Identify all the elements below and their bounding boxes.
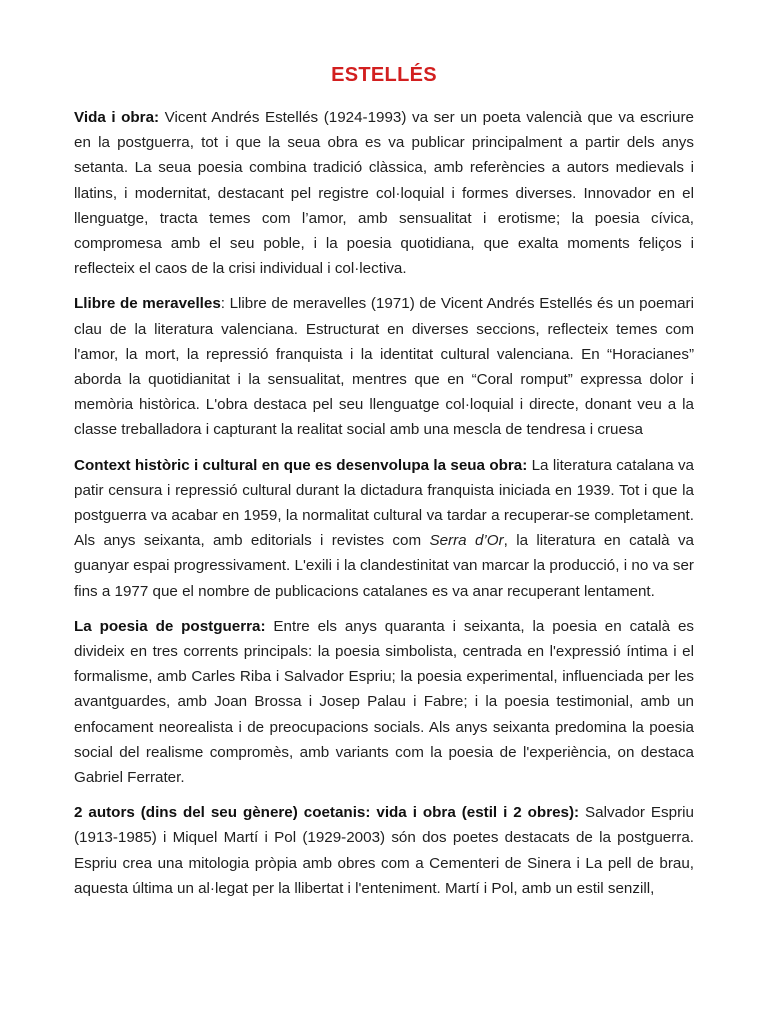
section-poesia-postguerra [74,614,694,790]
section-text: La literatura catalana va patir censura i repressió cultural durant la dictadura franquista iniciada en 1939. Tot i que la postguerra va acabar en 1959, la normalitat cultural va tardar a recuperar-se completament. Als anys seixanta, amb editorials i revistes com [74,456,694,550]
section-heading: 2 autors (dins del seu gènere) coetanis: vida i obra (estil i 2 obres): [74,804,580,822]
section-text: Vicent Andrés Estellés (1924-1993) va ser un poeta valencià que va escriure en la postguerra, tot i que la seua obra es va publicar principalment a partir dels anys setanta. La seua poesia combina tradició clàssica, amb referències a autors medievals i llatins, i modernitat, destacant pel registre col·loquial i formes diverses. Innovador en el llenguatge, tracta temes com l’amor, amb sensualitat i erotisme; la poesia cívica, compromesa amb el seu poble, i la poesia quotidiana, que exalta moments feliços i reflecteix el caos de la crisi individual i col·lectiva. [74,109,694,278]
section-text: Entre els anys quaranta i seixanta, la poesia en català es divideix en tres corrents principals: la poesia simbolista, centrada en l'expressió íntima i el formalisme, amb Carles Riba i Salvador Espriu; la poesia experimental, influenciada per les avantguardes, amb Joan Brossa i Josep Palau i Fabre; i la poesia testimonial, amb un enfocament neorealista i de preocupacions socials. Als anys seixanta predomina la poesia social del realisme compromès, amb variants com la poesia de l'experiència, on destaca Gabriel Ferrater. [74,617,694,787]
section-heading: La poesia de postguerra: [74,617,266,635]
section-text: Salvador Espriu (1913-1985) i Miquel Martí i Pol (1929-2003) són dos poetes destacats de la postguerra. Espriu crea una mitologia pròpia amb obres com a Cementeri de Sinera i La pell de brau, aquesta última un al·legat per la llibertat i l'enteniment. Martí i Pol, amb un estil senzill, [74,804,694,897]
section-llibre-de-meravelles [74,291,694,442]
section-text: , la literatura en català va guanyar espai progressivament. L'exili i la clandestinitat van marcar la producció, i no va ser fins a 1977 que el nombre de publicacions catalanes es va anar recuperant lentament. [74,532,694,600]
section-context-historic [74,453,694,604]
section-vida-i-obra [74,105,694,281]
section-autors-coetanis [74,800,694,901]
section-heading: Context històric i cultural en que es desenvolupa la seua obra: [74,456,528,474]
section-heading: Llibre de meravelles [74,295,221,313]
section-text: : Llibre de meravelles (1971) de Vicent Andrés Estellés és un poemari clau de la literatura valenciana. Estructurat en diverses seccions, reflecteix temes com l'amor, la mort, la repressió franquista i la identitat cultural valenciana. En “Horacianes” aborda la quotidianitat i la sensualitat, mentres que en “Coral romput” expressa dolor i memòria històrica. L'obra destaca pel seu llenguatge col·loquial i directe, donant veu a la classe treballadora i capturant la realitat social amb una mescla de tendresa i cruesa [74,295,694,439]
page-title: ESTELLÉS [331,64,437,86]
section-heading: Vida i obra: [74,109,160,126]
italic-title-serra-dor: Serra d’Or [429,532,504,550]
